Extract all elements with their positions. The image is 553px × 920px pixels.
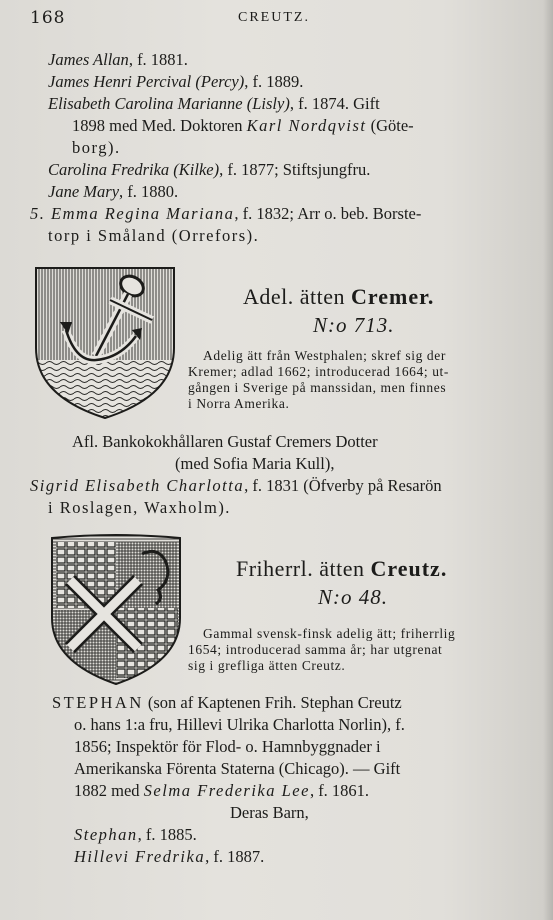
person-name: Hillevi Fredrika	[74, 847, 206, 866]
entry-text: torp i Småland (Orrefors).	[48, 226, 260, 245]
entry-continuation	[72, 138, 121, 158]
entry-child-hillevi	[74, 847, 264, 867]
person-name: Jane Mary	[48, 182, 120, 201]
entry-continuation: 1856; Inspektör för Flod- o. Hamnbyggnader i	[74, 737, 381, 756]
entry-emma-regina	[30, 204, 421, 224]
person-name: Elisabeth Carolina Marianne (Lisly)	[48, 94, 290, 113]
cremer-description-2: Kremer; adlad 1662; introducerad 1664; ut-	[188, 364, 450, 379]
entry-text: (son af Kaptenen Frih. Stephan Creutz	[147, 693, 402, 712]
entry-text: 1882 med	[74, 781, 140, 800]
entry-james-allan	[48, 50, 188, 70]
person-name: Stephan	[74, 825, 138, 844]
cremer-coat-of-arms	[32, 264, 178, 422]
person-name: Sigrid Elisabeth Charlotta	[30, 476, 245, 495]
person-name: STEPHAN	[52, 693, 144, 712]
entry-jane-mary	[48, 182, 178, 202]
entry-carolina	[48, 160, 370, 180]
entry-text: , f. 1881.	[128, 50, 188, 69]
entry-text: , f. 1877; Stiftsjungfru.	[219, 160, 371, 179]
person-name: Selma Frederika Lee	[143, 781, 310, 800]
cremer-description-3: gången i Sverige på manssidan, men finnes	[188, 380, 447, 395]
cremer-description-1: Adelig ätt från Westphalen; skref sig der	[203, 348, 446, 363]
entry-continuation: Amerikanska Förenta Staterna (Chicago). — Gift	[74, 759, 401, 778]
person-name: Karl Nordqvist	[246, 116, 367, 135]
entry-text: (Göte-	[370, 116, 414, 135]
entry-james-henri	[48, 72, 303, 92]
creutz-title: Friherrl. ätten Creutz.	[236, 556, 448, 581]
entry-continuation	[48, 226, 259, 246]
cremer-number: N:o 713.	[313, 313, 395, 337]
children-heading: Deras Barn,	[230, 803, 309, 822]
entry-text: , f. 1831 (Öfverby på Resarön	[244, 476, 442, 495]
person-name: James Allan	[48, 50, 129, 69]
cremer-afl-2: (med Sofia Maria Kull),	[175, 454, 335, 473]
entry-text: , f. 1861.	[309, 781, 370, 800]
creutz-number: N:o 48.	[318, 585, 388, 609]
cremer-afl-1: Afl. Bankokokhållaren Gustaf Cremers Dotter	[72, 432, 378, 451]
entry-text: , f. 1889.	[244, 72, 304, 91]
cremer-description-4: i Norra Amerika.	[188, 396, 290, 411]
creutz-coat-of-arms	[46, 532, 186, 688]
entry-stephan	[52, 693, 402, 713]
page-number: 168	[30, 8, 66, 28]
creutz-description-1: Gammal svensk-finsk adelig ätt; friherrlig	[203, 626, 456, 641]
entry-text: , f. 1880.	[119, 182, 179, 201]
entry-text: borg).	[72, 138, 121, 157]
running-head: CREUTZ.	[238, 10, 310, 25]
entry-text: , f. 1874. Gift	[289, 94, 380, 113]
person-name: 5. Emma Regina Mariana	[30, 204, 235, 223]
entry-sigrid	[30, 476, 442, 496]
creutz-description-3: sig i grefliga ätten Creutz.	[188, 658, 346, 673]
person-name: Carolina Fredrika (Kilke)	[48, 160, 220, 179]
entry-child-stephan	[74, 825, 197, 845]
entry-continuation: o. hans 1:a fru, Hillevi Ulrika Charlotta Norlin), f.	[74, 715, 405, 734]
entry-text: , f. 1887.	[205, 847, 265, 866]
creutz-description-2: 1654; introducerad samma år; har utgrenat	[188, 642, 443, 657]
entry-continuation: i Roslagen, Waxholm).	[48, 498, 231, 517]
person-name: James Henri Percival (Percy)	[48, 72, 245, 91]
entry-text: , f. 1832; Arr o. beb. Borste-	[234, 204, 422, 223]
entry-text: 1898 med Med. Doktoren	[72, 116, 243, 135]
cremer-title: Adel. ätten Cremer.	[243, 284, 435, 309]
entry-continuation	[74, 781, 369, 801]
entry-elisabeth	[48, 94, 380, 114]
entry-continuation	[72, 116, 414, 136]
entry-text: , f. 1885.	[137, 825, 197, 844]
